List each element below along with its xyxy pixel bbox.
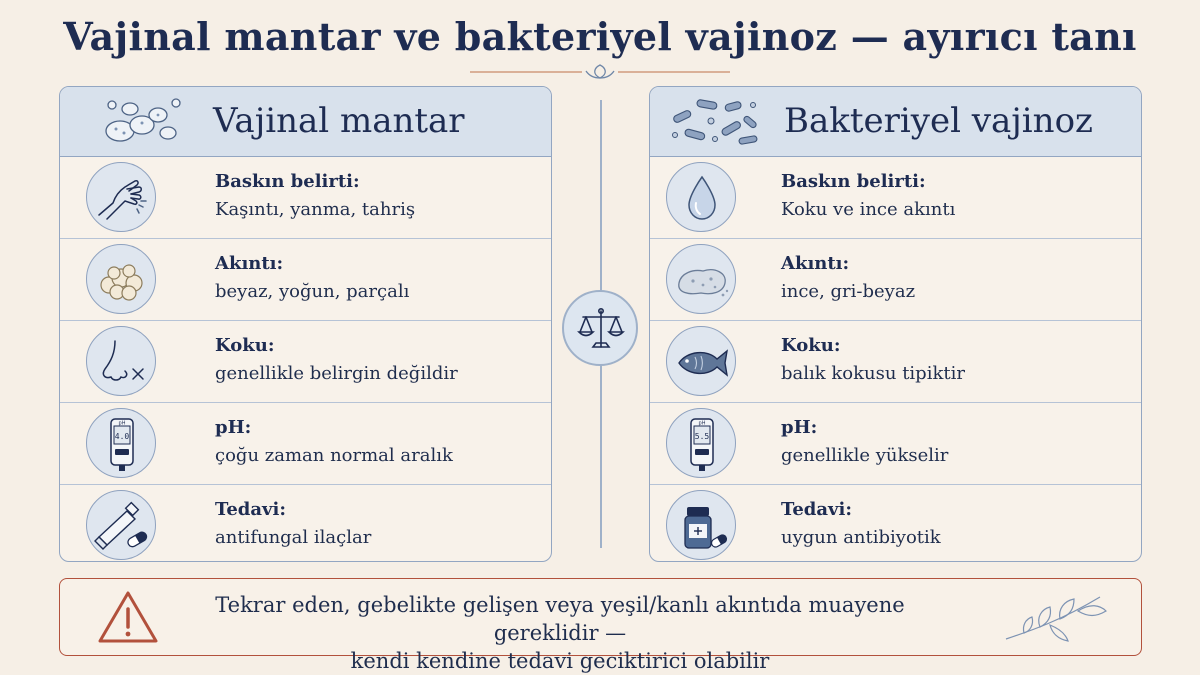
row-label: pH: [215,417,252,438]
row-ph [60,403,551,485]
panel-vaginal-yeast [59,86,552,562]
panel-header [650,87,1141,157]
panel-title: Bakteriyel vajinoz [784,101,1093,141]
icon-circle [86,408,156,478]
icon-circle [666,408,736,478]
row-odor [650,321,1141,403]
scratching-hand-icon [87,163,157,233]
yeast-cells-icon [98,93,188,151]
meter-reading: 4.0 [114,432,130,441]
row-ph [650,403,1141,485]
row-value: Kaşıntı, yanma, tahriş [215,199,416,220]
warning-text [180,591,940,675]
icon-circle [86,326,156,396]
warning-line-2: kendi kendine tedavi geciktirici olabilir [350,649,770,673]
cream-tube-capsule-icon [87,491,157,561]
icon-circle [666,244,736,314]
pill-bottle-icon [667,491,737,561]
row-value: uygun antibiyotik [781,527,941,548]
panel-bacterial-vaginosis [649,86,1142,562]
nose-no-odor-icon [87,327,157,397]
row-treatment [60,485,551,562]
row-label: Tedavi: [215,499,286,520]
icon-circle [666,162,736,232]
fish-icon [667,327,737,397]
balance-scale-icon [574,302,628,356]
row-discharge [60,239,551,321]
warning-triangle-icon [96,589,160,645]
row-dominant-symptom [60,157,551,239]
row-label: Koku: [781,335,841,356]
row-label: Tedavi: [781,499,852,520]
row-label: pH: [781,417,818,438]
bacteria-icon [665,93,765,151]
ph-meter-icon [667,409,737,479]
row-label: Koku: [215,335,275,356]
row-value: antifungal ilaçlar [215,527,372,548]
cottage-cheese-discharge-icon [87,245,157,315]
svg-text:pH: pH [698,420,706,427]
ornament-icon [470,60,730,84]
center-badge [562,290,638,366]
row-label: Baskın belirti: [215,171,360,192]
row-label: Akıntı: [215,253,284,274]
row-value: Koku ve ince akıntı [781,199,956,220]
icon-circle [86,162,156,232]
icon-circle [86,244,156,314]
row-value: beyaz, yoğun, parçalı [215,281,410,302]
icon-circle [666,490,736,560]
icon-circle [86,490,156,560]
row-label: Akıntı: [781,253,850,274]
svg-text:pH: pH [118,420,126,427]
leaf-branch-icon [1000,589,1120,645]
row-discharge [650,239,1141,321]
row-dominant-symptom [650,157,1141,239]
water-drop-icon [667,163,737,233]
row-value: çoğu zaman normal aralık [215,445,453,466]
row-value: ince, gri-beyaz [781,281,916,302]
warning-line-1: Tekrar eden, gebelikte gelişen veya yeşil/kanlı akıntıda muayene gereklidir — [215,593,905,645]
row-value: balık kokusu tipiktir [781,363,965,384]
icon-circle [666,326,736,396]
row-treatment [650,485,1141,562]
panel-title: Vajinal mantar [213,101,465,141]
row-label: Baskın belirti: [781,171,926,192]
ph-meter-icon [87,409,157,479]
row-value: genellikle yükselir [781,445,949,466]
row-odor [60,321,551,403]
row-value: genellikle belirgin değildir [215,363,458,384]
meter-reading: 5.5 [694,432,710,441]
panel-header [60,87,551,157]
warning-box [59,578,1142,673]
thin-discharge-icon [667,245,737,315]
page-title: Vajinal mantar ve bakteriyel vajinoz — ayırıcı tanı [63,14,1137,59]
